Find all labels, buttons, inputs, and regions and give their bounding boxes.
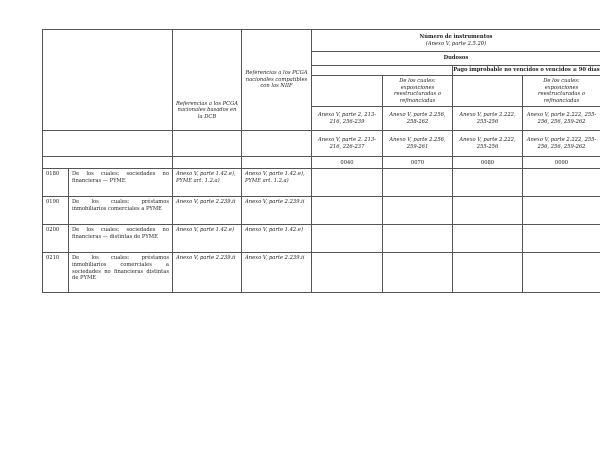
data-cell[interactable] [453, 225, 523, 253]
ref-cell: Anexo V, parte 2. 213-216, 226-237 [312, 131, 383, 157]
blank-cell [242, 157, 312, 169]
row-ref-niif: Anexo V, parte 2.239.ii [242, 197, 312, 225]
data-cell[interactable] [312, 253, 383, 293]
instrument-count-title: Número de instrumentos [419, 33, 493, 40]
row-label: De los cuales: sociedades no financieras — PYME [69, 169, 173, 197]
row-number: 0180 [43, 169, 69, 197]
data-cell[interactable] [453, 253, 523, 293]
table-row [43, 253, 600, 293]
restructured-header-1: De los cuales: exposiciones reestructuradas o refinanciadas [383, 76, 453, 107]
data-cell[interactable] [453, 169, 523, 197]
data-cell[interactable] [312, 197, 383, 225]
row-ref-niif: Anexo V, parte 1.42.e), PYME art. 1.2.a) [242, 169, 312, 197]
blank-cell [43, 157, 173, 169]
row-label: De los cuales: préstamos inmobiliarios comerciales a sociedades no financieras distintas de PYME [69, 253, 173, 293]
row-ref-bad: Anexo V, parte 1.42.e), PYME art. 1.2.a) [173, 169, 242, 197]
row-number: 0190 [43, 197, 69, 225]
row-ref-niif: Anexo V, parte 2.239.ii [242, 253, 312, 293]
blank-corner-lower [43, 131, 173, 157]
instrument-count-sub: (Anexo V, parte 2.5.20) [425, 40, 487, 47]
data-cell[interactable] [523, 225, 600, 253]
row-ref-bad: Anexo V, parte 1.42.e) [173, 225, 242, 253]
row-number: 0210 [43, 253, 69, 293]
column-code: 0040 [312, 157, 383, 169]
row-ref-bad: Anexo V, parte 2.239.ii [173, 197, 242, 225]
ref-cell: Anexo V, parte 2.222, 255-256, 256, 259-262 [523, 107, 600, 131]
data-cell[interactable] [453, 197, 523, 225]
template-table [42, 29, 600, 293]
ref-gaap-bad-header: Referencias a los PCGA nacionales basados en la DCB [173, 30, 242, 131]
ref-cell: Anexo V, parte 2.256, 259-261 [383, 131, 453, 157]
table-row [43, 225, 600, 253]
unlikely-to-pay-header: Pago improbable no vencidos o vencidos ≤ 90 días [453, 66, 600, 76]
data-cell[interactable] [312, 225, 383, 253]
column-code: 0070 [383, 157, 453, 169]
data-cell[interactable] [383, 169, 453, 197]
table-row [43, 169, 600, 197]
data-cell[interactable] [523, 169, 600, 197]
ref-cell: Anexo V, parte 2.222, 255-256 [453, 107, 523, 131]
instrument-count-header [312, 30, 600, 52]
doubtful-header: Dudosos [312, 52, 600, 66]
blank-cell [242, 131, 312, 157]
blank-cell [173, 157, 242, 169]
data-cell[interactable] [383, 253, 453, 293]
blank-cell [173, 131, 242, 157]
table-row [43, 197, 600, 225]
ref-cell: Anexo V, parte 2, 213-216, 256-239 [312, 107, 383, 131]
row-label: De los cuales: préstamos inmobiliarios comerciales a PYME [69, 197, 173, 225]
row-label: De los cuales: sociedades no financieras — distintas de PYME [69, 225, 173, 253]
restructured-header-2: De los cuales: exposiciones reestructuradas o refinanciadas [523, 76, 600, 107]
data-cell[interactable] [383, 197, 453, 225]
row-ref-bad: Anexo V, parte 2.239.ii [173, 253, 242, 293]
blank-corner [43, 30, 173, 131]
data-cell[interactable] [383, 225, 453, 253]
row-number: 0200 [43, 225, 69, 253]
column-code: 0090 [523, 157, 600, 169]
data-cell[interactable] [312, 169, 383, 197]
blank-doubtful-sub [312, 66, 453, 76]
ref-gaap-niif-header: Referencias a los PCGA nacionales compatibles con las NIIF [242, 30, 312, 131]
ref-cell: Anexo V, parte 2.222, 255-256, 256, 259-262 [523, 131, 600, 157]
blank-cell [312, 76, 383, 107]
data-cell[interactable] [523, 197, 600, 225]
data-cell[interactable] [523, 253, 600, 293]
ref-cell: Anexo V, parte 2.256, 258-262 [383, 107, 453, 131]
blank-cell [453, 76, 523, 107]
row-ref-niif: Anexo V, parte 1.42.e) [242, 225, 312, 253]
column-code: 0080 [453, 157, 523, 169]
ref-cell: Anexo V, parte 2.222, 255-256 [453, 131, 523, 157]
